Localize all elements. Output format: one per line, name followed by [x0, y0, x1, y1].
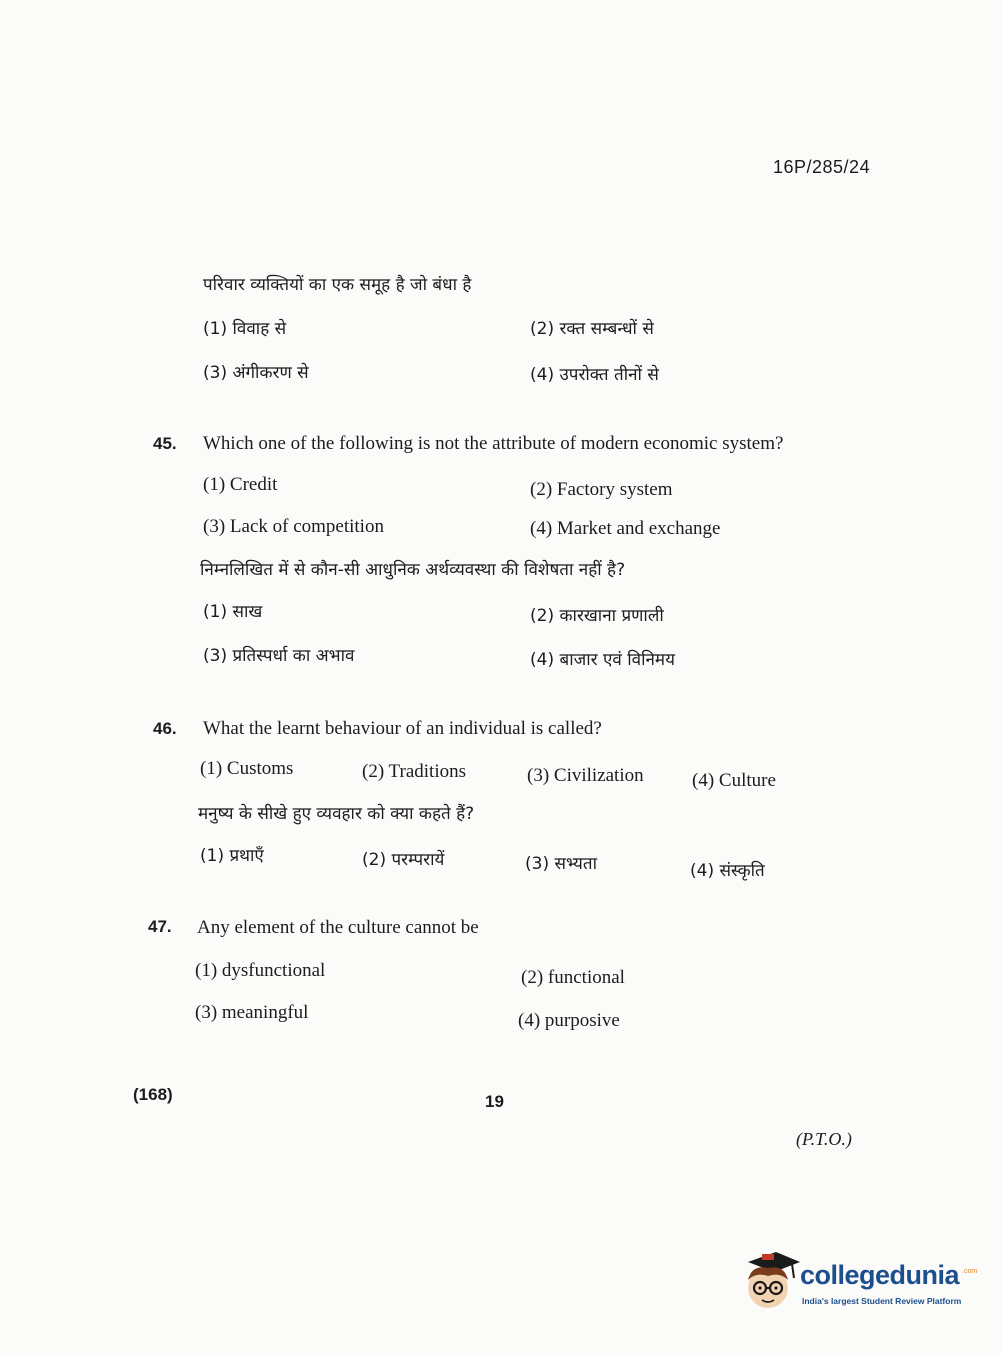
option-4-hindi: (4) संस्कृति	[690, 861, 765, 881]
option-4-english: (4) Culture	[692, 770, 776, 791]
option-1-hindi: (1) साख	[203, 602, 263, 622]
option-3-english: (3) Lack of competition	[203, 516, 384, 537]
option-3-english: (3) Civilization	[527, 765, 644, 786]
question-stem-hindi: मनुष्य के सीखे हुए व्यवहार को क्या कहते हैं?	[198, 804, 475, 824]
logo-tagline: India's largest Student Review Platform	[802, 1296, 962, 1306]
paper-code: 16P/285/24	[773, 157, 871, 177]
question-stem-english: Which one of the following is not the attribute of modern economic system?	[203, 433, 784, 454]
option-4-english: (4) purposive	[518, 1010, 620, 1031]
option-2-english: (2) Factory system	[530, 479, 673, 500]
option-1-english: (1) dysfunctional	[195, 960, 326, 981]
booklet-number: (168)	[133, 1085, 173, 1104]
option-3-english: (3) meaningful	[195, 1002, 309, 1023]
option-2-english: (2) Traditions	[362, 761, 466, 782]
option-2-hindi: (2) कारखाना प्रणाली	[530, 606, 664, 626]
question-stem-english: What the learnt behaviour of an individual is called?	[203, 718, 602, 739]
option-4-hindi: (4) उपरोक्त तीनों से	[530, 365, 659, 385]
option-2-hindi: (2) परम्परायें	[362, 850, 445, 870]
logo-wordmark: collegedunia	[800, 1260, 960, 1290]
option-2-hindi: (2) रक्त सम्बन्धों से	[530, 319, 654, 339]
option-1-english: (1) Customs	[200, 758, 294, 779]
question-stem-hindi: निम्नलिखित में से कौन-सी आधुनिक अर्थव्यवस्था की विशेषता नहीं है?	[200, 560, 626, 580]
page-number: 19	[485, 1092, 504, 1111]
question-number: 45.	[153, 434, 177, 453]
option-4-hindi: (4) बाजार एवं विनिमय	[530, 650, 675, 670]
page-turn-over: (P.T.O.)	[796, 1129, 852, 1149]
question-stem-hindi: परिवार व्यक्तियों का एक समूह है जो बंधा है	[203, 275, 472, 295]
option-4-english: (4) Market and exchange	[530, 518, 721, 539]
mascot-icon	[740, 1250, 800, 1314]
collegedunia-logo	[740, 1250, 978, 1320]
option-2-english: (2) functional	[521, 967, 625, 988]
option-3-hindi: (3) अंगीकरण से	[203, 363, 309, 383]
question-number: 47.	[148, 917, 172, 936]
option-1-english: (1) Credit	[203, 474, 278, 495]
question-stem-english: Any element of the culture cannot be	[197, 917, 479, 938]
option-1-hindi: (1) विवाह से	[203, 319, 287, 339]
option-3-hindi: (3) प्रतिस्पर्धा का अभाव	[203, 646, 355, 666]
option-3-hindi: (3) सभ्यता	[525, 854, 598, 874]
option-1-hindi: (1) प्रथाएँ	[200, 846, 264, 866]
question-number: 46.	[153, 719, 177, 738]
logo-suffix: .com	[962, 1268, 978, 1275]
